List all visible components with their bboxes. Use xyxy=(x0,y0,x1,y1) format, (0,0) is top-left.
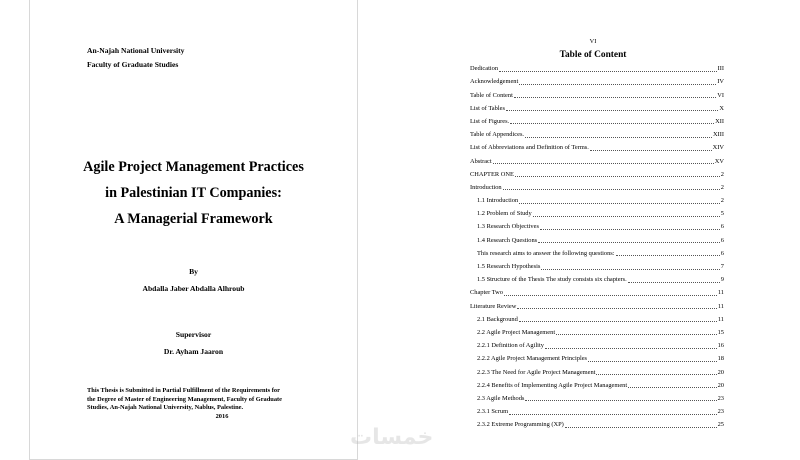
toc-entry[interactable] xyxy=(470,337,724,350)
toc-dot-leader xyxy=(538,242,720,243)
toc-entry[interactable] xyxy=(470,363,724,376)
page-number: VI xyxy=(589,38,597,45)
toc-entry-title: 2.3.2 Extreme Programming (XP) xyxy=(477,421,564,429)
toc-dot-leader xyxy=(590,150,712,151)
toc-dot-leader xyxy=(506,110,718,111)
toc-dot-leader xyxy=(533,216,720,217)
toc-entry-title: 2.2 Agile Project Management xyxy=(477,328,556,336)
toc-entry-title: 1.5 Research Hypothesis xyxy=(477,263,541,270)
toc-entry[interactable] xyxy=(470,258,724,271)
submission-line: Studies, An-Najah National University, Nablus, Palestine. xyxy=(87,404,244,412)
toc-page xyxy=(458,0,728,460)
supervisor-name: Dr. Ayham Jaaron xyxy=(163,347,224,356)
toc-entry-page: 6 xyxy=(720,223,724,231)
toc-entry-page: X xyxy=(719,104,724,112)
toc-entry-page: 23 xyxy=(717,408,724,416)
toc-entry-page: 16 xyxy=(717,342,724,350)
toc-entry[interactable] xyxy=(470,218,724,231)
toc-entry[interactable] xyxy=(470,231,724,244)
toc-entry-title: List of Tables xyxy=(470,104,505,112)
toc-entry-title: Table of Appendices. xyxy=(470,131,525,139)
toc-entry-page: 2 xyxy=(720,170,724,178)
toc-entry[interactable] xyxy=(470,297,724,310)
toc-dot-leader xyxy=(519,84,716,85)
toc-entry-page: 20 xyxy=(717,381,724,389)
toc-dot-leader xyxy=(510,123,714,124)
toc-dot-leader xyxy=(628,387,716,388)
cover-header xyxy=(87,44,184,72)
toc-entry[interactable] xyxy=(470,324,724,337)
toc-entry[interactable] xyxy=(470,126,724,139)
toc-entry-page: 6 xyxy=(720,236,724,244)
toc-dot-leader xyxy=(565,427,717,428)
toc-entry-title: Table of Content xyxy=(470,91,513,99)
toc-entry-page: 5 xyxy=(720,210,724,218)
toc-entry-title: Chapter Two xyxy=(470,289,503,297)
toc-entry-title: Introduction xyxy=(470,183,502,191)
toc-entry-page: IV xyxy=(717,78,724,86)
toc-entry-page: XII xyxy=(715,117,724,125)
toc-entry-title: 2.2.2 Agile Project Management Principles xyxy=(477,355,588,363)
toc-dot-leader xyxy=(499,71,717,72)
toc-dot-leader xyxy=(493,163,714,164)
toc-entry-title: 2.2.1 Definition of Agility xyxy=(477,342,544,350)
toc-entry-title: 2.2.3 The Need for Agile Project Management xyxy=(477,368,596,376)
toc-entry-title: Dedication xyxy=(470,65,499,73)
toc-entry[interactable] xyxy=(470,416,724,429)
toc-dot-leader xyxy=(503,189,720,190)
toc-entry[interactable] xyxy=(470,139,724,152)
toc-entry-page: 7 xyxy=(720,263,724,270)
toc-entry-title: Abstract xyxy=(470,157,492,165)
toc-entry-title: 2.1 Background xyxy=(477,315,518,323)
toc-dot-leader xyxy=(525,137,712,138)
toc-entry-title: 1.4 Research Questions xyxy=(477,236,538,244)
toc-entry[interactable] xyxy=(470,350,724,363)
toc-entry[interactable] xyxy=(470,205,724,218)
toc-dot-leader xyxy=(517,308,717,309)
thesis-title xyxy=(30,154,357,232)
toc-entry[interactable] xyxy=(470,179,724,192)
toc-entry[interactable] xyxy=(470,100,724,113)
toc-entry-title: List of Figures. xyxy=(470,117,510,125)
toc-entry-title: Acknowledgement xyxy=(470,78,519,86)
toc-entry-title: List of Abbreviations and Definition of Terms. xyxy=(470,144,589,152)
toc-dot-leader xyxy=(596,374,716,375)
toc-heading: Table of Content xyxy=(559,50,627,60)
toc-entry[interactable] xyxy=(470,113,724,126)
toc-entry[interactable] xyxy=(470,390,724,403)
toc-entry-page: XIII xyxy=(713,131,724,139)
submission-year: 2016 xyxy=(215,412,229,420)
toc-dot-leader xyxy=(525,400,716,401)
university-name: An-Najah National University xyxy=(87,46,185,55)
toc-entry[interactable] xyxy=(470,166,724,179)
toc-entry-page: 9 xyxy=(720,276,724,284)
toc-entry[interactable] xyxy=(470,192,724,205)
toc-entry[interactable] xyxy=(470,60,724,73)
toc-dot-leader xyxy=(616,255,720,256)
toc-entry-page: XV xyxy=(714,157,724,165)
submission-line: the Degree of Master of Engineering Management, Faculty of Graduate xyxy=(87,395,282,403)
toc-entry[interactable] xyxy=(470,152,724,165)
toc-entry-page: 11 xyxy=(717,302,724,310)
toc-dot-leader xyxy=(556,334,717,335)
author-name: Abdalla Jaber Abdalla Alhroub xyxy=(142,284,245,293)
toc-entry[interactable] xyxy=(470,284,724,297)
faculty-name: Faculty of Graduate Studies xyxy=(87,60,179,69)
toc-dot-leader xyxy=(545,348,717,349)
toc-entry-title: 2.2.4 Benefits of Implementing Agile Project Management xyxy=(477,381,628,389)
thesis-title-line: Agile Project Management Practices xyxy=(83,159,304,175)
watermark-logo: خمسات xyxy=(350,425,434,450)
toc-dot-leader xyxy=(541,269,719,270)
toc-entry[interactable] xyxy=(470,403,724,416)
toc-entry-title: 2.3.1 Scrum xyxy=(477,408,509,416)
toc-entry[interactable] xyxy=(470,377,724,390)
toc-entry-title: CHAPTER ONE xyxy=(470,170,514,178)
supervisor-label: Supervisor xyxy=(175,330,212,339)
toc-dot-leader xyxy=(628,282,720,283)
toc-entry[interactable] xyxy=(470,73,724,86)
toc-entry-title: 1.2 Problem of Study xyxy=(477,210,532,218)
toc-entry-page: 6 xyxy=(720,249,724,257)
cover-page xyxy=(29,0,358,460)
toc-entry-page: 11 xyxy=(717,315,724,323)
toc-entry[interactable] xyxy=(470,86,724,99)
toc-dot-leader xyxy=(588,361,717,362)
toc-entry-page: III xyxy=(717,65,724,73)
toc-entry-page: XIV xyxy=(712,144,724,152)
toc-entry-page: 2 xyxy=(720,183,724,191)
submission-statement xyxy=(87,387,357,421)
toc-dot-leader xyxy=(515,176,720,177)
toc-entry-page: 20 xyxy=(717,368,724,376)
thesis-title-line: in Palestinian IT Companies: xyxy=(105,185,282,201)
toc-entry[interactable] xyxy=(470,271,724,284)
toc-entry-title: Literature Review xyxy=(470,302,517,310)
toc-entry-title: 1.1 Introduction xyxy=(477,197,519,205)
thesis-title-line: A Managerial Framework xyxy=(114,211,273,227)
toc-entry-page: 11 xyxy=(717,289,724,297)
by-label: By xyxy=(189,267,198,276)
toc-list xyxy=(470,60,724,429)
toc-dot-leader xyxy=(519,203,720,204)
toc-dot-leader xyxy=(514,97,716,98)
toc-entry-page: 15 xyxy=(717,328,724,336)
toc-entry[interactable] xyxy=(470,311,724,324)
toc-entry-page: 18 xyxy=(717,355,724,363)
toc-entry-title: This research aims to answer the following questions: xyxy=(477,249,615,257)
toc-entry-title: 1.5 Structure of the Thesis The study consists six chapters. xyxy=(477,276,627,284)
toc-entry[interactable] xyxy=(470,245,724,258)
toc-entry-title: 2.3 Agile Methods xyxy=(477,394,525,402)
toc-dot-leader xyxy=(519,321,717,322)
toc-entry-page: VI xyxy=(717,91,724,99)
toc-entry-page: 25 xyxy=(717,421,724,429)
toc-entry-page: 2 xyxy=(720,197,724,205)
toc-dot-leader xyxy=(540,229,720,230)
toc-dot-leader xyxy=(509,414,717,415)
submission-line: This Thesis is Submitted in Partial Fulfillment of the Requirements for xyxy=(87,387,280,394)
toc-entry-title: 1.3 Research Objectives xyxy=(477,223,539,231)
toc-dot-leader xyxy=(504,295,717,296)
toc-entry-page: 23 xyxy=(717,394,724,402)
